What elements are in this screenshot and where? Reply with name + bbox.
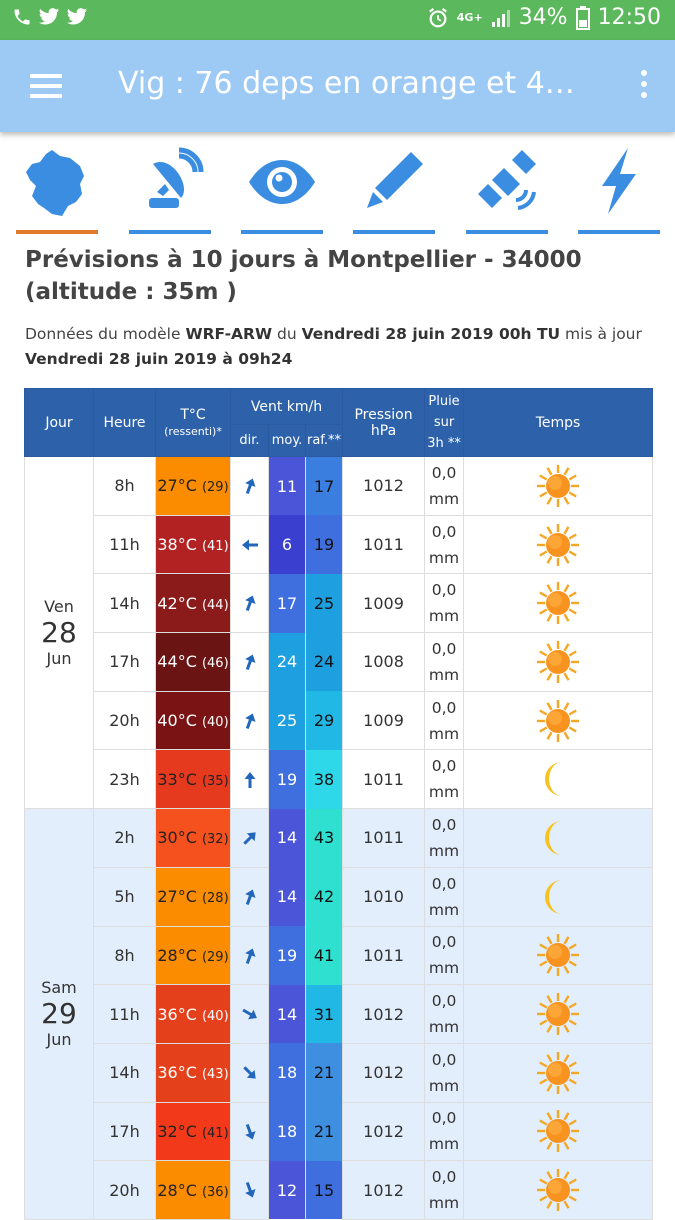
twitter-icon <box>38 7 60 27</box>
wind-direction-arrow-icon <box>240 535 260 555</box>
table-row <box>25 1043 653 1102</box>
rain-cell <box>425 691 464 750</box>
header-hour: Heure <box>94 389 156 457</box>
wind-average-cell: 24 <box>269 633 306 692</box>
temperature-value: 32°C <box>157 1121 197 1141</box>
alarm-icon <box>427 7 449 29</box>
pressure-cell: 1012 <box>343 1043 425 1102</box>
pressure-cell: 1012 <box>343 985 425 1044</box>
pencil-icon <box>359 146 429 216</box>
rain-cell <box>425 809 464 868</box>
wind-gust-cell: 38 <box>306 750 343 809</box>
weather-cell <box>464 926 653 985</box>
rain-cell <box>425 1161 464 1220</box>
felt-temperature: (29) <box>201 949 229 965</box>
table-row <box>25 1102 653 1161</box>
table-row <box>25 691 653 750</box>
wind-direction-cell <box>231 1043 269 1102</box>
table-row <box>25 457 653 516</box>
temperature-value: 44°C <box>157 652 197 672</box>
wind-gust-cell: 15 <box>306 1161 343 1220</box>
hour-cell: 23h <box>94 750 156 809</box>
rain-unit: mm <box>428 724 460 743</box>
day-month: Jun <box>46 648 72 668</box>
felt-temperature: (40) <box>201 715 229 731</box>
wind-average-cell: 19 <box>269 926 306 985</box>
felt-temperature: (41) <box>201 1125 229 1141</box>
sun-icon <box>535 991 581 1037</box>
wind-direction-cell <box>231 1161 269 1220</box>
wind-direction-arrow-icon <box>240 887 260 907</box>
wind-average-cell: 14 <box>269 985 306 1044</box>
weather-cell <box>464 1102 653 1161</box>
weather-cell <box>464 457 653 516</box>
rain-cell <box>425 515 464 574</box>
sun-icon <box>535 580 581 626</box>
wind-direction-cell <box>231 1102 269 1161</box>
status-bar <box>0 0 675 40</box>
rain-value: 0,0 <box>431 522 457 541</box>
wind-direction-cell <box>231 809 269 868</box>
rain-unit: mm <box>428 1135 460 1154</box>
temperature-value: 28°C <box>157 1180 197 1200</box>
day-label: Sam <box>41 978 77 998</box>
temperature-value: 40°C <box>157 711 197 731</box>
hour-cell: 5h <box>94 867 156 926</box>
battery-percent: 34% <box>518 5 568 30</box>
header-day: Jour <box>25 389 94 457</box>
hour-cell: 11h <box>94 515 156 574</box>
pressure-cell: 1011 <box>343 926 425 985</box>
model-info: Données du modèle WRF-ARW du Vendredi 28 juin 2019 00h TU mis à jour Vendredi 28 juin 2019 à 09h24 <box>25 325 642 368</box>
wind-gust-cell: 29 <box>306 691 343 750</box>
wind-direction-arrow-icon <box>240 1004 260 1024</box>
hour-cell: 17h <box>94 633 156 692</box>
felt-temperature: (36) <box>201 1184 229 1200</box>
rain-cell <box>425 574 464 633</box>
temperature-cell <box>156 985 231 1044</box>
battery-icon <box>576 6 590 30</box>
temperature-value: 36°C <box>157 1004 197 1024</box>
wind-average-cell: 14 <box>269 867 306 926</box>
table-row <box>25 867 653 926</box>
rain-unit: mm <box>428 665 460 684</box>
model-name: WRF-ARW <box>185 325 273 343</box>
twitter-icon <box>66 7 88 27</box>
felt-temperature: (40) <box>201 1008 229 1024</box>
temperature-cell <box>156 809 231 868</box>
wind-direction-arrow-icon <box>240 828 260 848</box>
france-map-icon <box>22 146 92 216</box>
day-month: Jun <box>46 1030 72 1050</box>
wind-average-cell: 19 <box>269 750 306 809</box>
rain-value: 0,0 <box>431 815 457 834</box>
rain-cell <box>425 457 464 516</box>
header-temp: T°C (ressenti)* <box>156 389 231 457</box>
nav-satellite-dish[interactable] <box>129 140 211 236</box>
day-number: 29 <box>41 997 77 1031</box>
app-title: Vig : 76 deps en orange et 4… <box>118 66 575 101</box>
hour-cell: 8h <box>94 457 156 516</box>
header-weather: Temps <box>464 389 653 457</box>
weather-cell <box>464 750 653 809</box>
rain-value: 0,0 <box>431 874 457 893</box>
sun-icon <box>535 463 581 509</box>
wind-gust-cell: 21 <box>306 1102 343 1161</box>
rain-unit: mm <box>428 548 460 567</box>
wind-gust-cell: 42 <box>306 867 343 926</box>
wind-direction-arrow-icon <box>240 1122 260 1142</box>
rain-unit: mm <box>428 1194 460 1213</box>
pressure-cell: 1010 <box>343 867 425 926</box>
rain-cell <box>425 926 464 985</box>
sun-icon <box>535 1167 581 1213</box>
rain-cell <box>425 633 464 692</box>
felt-temperature: (44) <box>201 597 229 613</box>
temperature-cell <box>156 691 231 750</box>
header-wind: Vent km/h <box>231 389 343 425</box>
signal-icon <box>491 8 511 28</box>
pressure-cell: 1011 <box>343 809 425 868</box>
more-options-icon[interactable] <box>639 70 649 102</box>
nav-pencil[interactable] <box>353 140 435 236</box>
sun-icon <box>535 1108 581 1154</box>
rain-unit: mm <box>428 607 460 626</box>
pressure-cell: 1009 <box>343 574 425 633</box>
wind-gust-cell: 19 <box>306 515 343 574</box>
felt-temperature: (43) <box>201 1067 229 1083</box>
wind-gust-cell: 24 <box>306 633 343 692</box>
wind-gust-cell: 25 <box>306 574 343 633</box>
rain-unit: mm <box>428 1018 460 1037</box>
temperature-value: 27°C <box>157 476 197 496</box>
table-row <box>25 750 653 809</box>
pressure-cell: 1009 <box>343 691 425 750</box>
updated-date: Vendredi 28 juin 2019 à 09h24 <box>25 350 293 368</box>
sun-icon <box>535 522 581 568</box>
felt-temperature: (46) <box>201 656 229 672</box>
temperature-cell <box>156 1102 231 1161</box>
nav-satellite[interactable] <box>466 140 548 236</box>
weather-cell <box>464 574 653 633</box>
wind-average-cell: 18 <box>269 1043 306 1102</box>
header-rain: Pluie sur 3h ** <box>425 389 464 457</box>
sun-icon <box>535 698 581 744</box>
hour-cell: 20h <box>94 1161 156 1220</box>
moon-icon <box>535 874 581 920</box>
wind-direction-cell <box>231 926 269 985</box>
satellite-dish-icon <box>135 146 205 216</box>
wind-direction-arrow-icon <box>240 476 260 496</box>
weather-cell <box>464 1161 653 1220</box>
rain-unit: mm <box>428 959 460 978</box>
temperature-cell <box>156 633 231 692</box>
page-title: Prévisions à 10 jours à Montpellier - 34000 (altitude : 35m ) <box>25 247 582 305</box>
wind-direction-arrow-icon <box>240 652 260 672</box>
day-cell <box>25 457 94 809</box>
felt-temperature: (28) <box>201 891 229 907</box>
pressure-cell: 1012 <box>343 1102 425 1161</box>
eye-icon <box>247 146 317 216</box>
rain-value: 0,0 <box>431 933 457 952</box>
table-row <box>25 633 653 692</box>
wind-average-cell: 12 <box>269 1161 306 1220</box>
rain-value: 0,0 <box>431 581 457 600</box>
app-bar <box>0 40 675 132</box>
wind-direction-arrow-icon <box>240 770 260 790</box>
wind-direction-arrow-icon <box>240 593 260 613</box>
hour-cell: 11h <box>94 985 156 1044</box>
day-cell <box>25 809 94 1220</box>
felt-temperature: (29) <box>201 480 229 496</box>
wind-average-cell: 25 <box>269 691 306 750</box>
table-row <box>25 515 653 574</box>
rain-value: 0,0 <box>431 698 457 717</box>
wind-gust-cell: 31 <box>306 985 343 1044</box>
day-number: 28 <box>41 615 77 649</box>
header-wind-gust: raf.** <box>306 425 343 457</box>
nav-eye[interactable] <box>241 140 323 236</box>
pressure-cell: 1008 <box>343 633 425 692</box>
nav-france-map[interactable] <box>16 140 98 236</box>
wind-average-cell: 17 <box>269 574 306 633</box>
table-row <box>25 926 653 985</box>
weather-cell <box>464 867 653 926</box>
pressure-cell: 1012 <box>343 457 425 516</box>
header-wind-dir: dir. <box>231 425 269 457</box>
wind-direction-arrow-icon <box>240 1180 260 1200</box>
weather-cell <box>464 1043 653 1102</box>
temperature-value: 28°C <box>157 945 197 965</box>
wind-average-cell: 18 <box>269 1102 306 1161</box>
temperature-cell <box>156 1043 231 1102</box>
hour-cell: 8h <box>94 926 156 985</box>
felt-temperature: (35) <box>201 773 229 789</box>
temperature-value: 30°C <box>157 828 197 848</box>
wind-average-cell: 11 <box>269 457 306 516</box>
table-row <box>25 809 653 868</box>
wind-direction-cell <box>231 633 269 692</box>
temperature-value: 33°C <box>157 769 197 789</box>
rain-cell <box>425 1102 464 1161</box>
felt-temperature: (32) <box>201 832 229 848</box>
hour-cell: 14h <box>94 574 156 633</box>
weather-cell <box>464 809 653 868</box>
temperature-value: 42°C <box>157 593 197 613</box>
hour-cell: 2h <box>94 809 156 868</box>
header-pressure: Pression hPa <box>343 389 425 457</box>
temperature-value: 27°C <box>157 887 197 907</box>
sun-icon <box>535 932 581 978</box>
temperature-cell <box>156 926 231 985</box>
rain-unit: mm <box>428 783 460 802</box>
table-row <box>25 985 653 1044</box>
lightning-icon <box>584 146 654 216</box>
wind-direction-cell <box>231 867 269 926</box>
wind-direction-cell <box>231 985 269 1044</box>
rain-value: 0,0 <box>431 1109 457 1128</box>
moon-icon <box>535 815 581 861</box>
moon-icon <box>535 756 581 802</box>
pressure-cell: 1011 <box>343 515 425 574</box>
table-row <box>25 1161 653 1220</box>
hour-cell: 17h <box>94 1102 156 1161</box>
header-wind-avg: moy. <box>269 425 306 457</box>
rain-unit: mm <box>428 900 460 919</box>
rain-unit: mm <box>428 1076 460 1095</box>
rain-value: 0,0 <box>431 639 457 658</box>
rain-cell <box>425 867 464 926</box>
wind-direction-cell <box>231 750 269 809</box>
wind-direction-cell <box>231 515 269 574</box>
rain-value: 0,0 <box>431 992 457 1011</box>
wind-direction-arrow-icon <box>240 1063 260 1083</box>
wind-gust-cell: 43 <box>306 809 343 868</box>
temperature-value: 36°C <box>157 1063 197 1083</box>
forecast-table <box>24 388 653 1220</box>
wind-direction-arrow-icon <box>240 711 260 731</box>
wind-gust-cell: 21 <box>306 1043 343 1102</box>
sun-icon <box>535 1050 581 1096</box>
weather-cell <box>464 515 653 574</box>
felt-temperature: (41) <box>201 539 229 555</box>
hour-cell: 20h <box>94 691 156 750</box>
temperature-value: 38°C <box>157 535 197 555</box>
rain-unit: mm <box>428 489 460 508</box>
day-label: Ven <box>44 596 74 616</box>
wind-direction-cell <box>231 691 269 750</box>
temperature-cell <box>156 457 231 516</box>
wind-gust-cell: 41 <box>306 926 343 985</box>
temperature-cell <box>156 1161 231 1220</box>
temperature-cell <box>156 750 231 809</box>
clock: 12:50 <box>597 5 661 30</box>
weather-cell <box>464 691 653 750</box>
table-row <box>25 574 653 633</box>
wind-direction-arrow-icon <box>240 946 260 966</box>
rain-cell <box>425 1043 464 1102</box>
wind-average-cell: 6 <box>269 515 306 574</box>
weather-cell <box>464 633 653 692</box>
sun-icon <box>535 639 581 685</box>
wind-average-cell: 14 <box>269 809 306 868</box>
icon-navigation <box>0 140 675 236</box>
rain-cell <box>425 985 464 1044</box>
temperature-cell <box>156 515 231 574</box>
wind-direction-cell <box>231 457 269 516</box>
menu-icon[interactable] <box>26 70 66 102</box>
nav-lightning[interactable] <box>578 140 660 236</box>
satellite-icon <box>472 146 542 216</box>
pressure-cell: 1011 <box>343 750 425 809</box>
wind-direction-cell <box>231 574 269 633</box>
rain-unit: mm <box>428 841 460 860</box>
weather-cell <box>464 985 653 1044</box>
temperature-cell <box>156 574 231 633</box>
rain-value: 0,0 <box>431 757 457 776</box>
rain-cell <box>425 750 464 809</box>
hour-cell: 14h <box>94 1043 156 1102</box>
rain-value: 0,0 <box>431 1168 457 1187</box>
network-type: 4G+ <box>456 11 483 24</box>
rain-value: 0,0 <box>431 1050 457 1069</box>
pressure-cell: 1012 <box>343 1161 425 1220</box>
temperature-cell <box>156 867 231 926</box>
phone-icon <box>12 7 32 27</box>
model-run-date: Vendredi 28 juin 2019 00h TU <box>301 325 561 343</box>
rain-value: 0,0 <box>431 463 457 482</box>
wind-gust-cell: 17 <box>306 457 343 516</box>
